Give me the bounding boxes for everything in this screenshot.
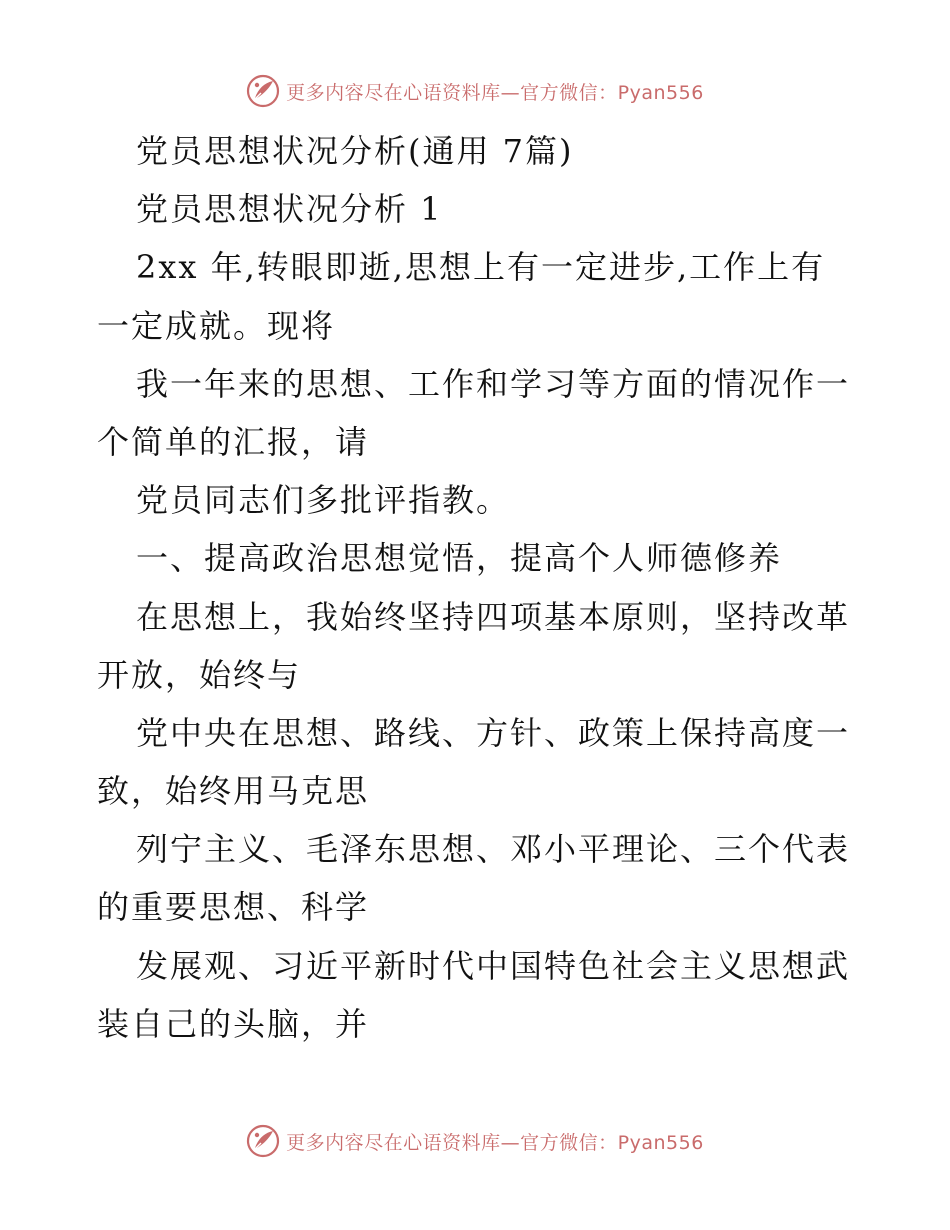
paragraph-line: 党中央在思想、路线、方针、政策上保持高度一 [136, 713, 851, 752]
paragraph-line: 一定成就。现将 [97, 306, 336, 345]
paragraph-line: 致，始终用马克思 [97, 772, 370, 811]
paragraph-line: 列宁主义、毛泽东思想、邓小平理论、三个代表 [136, 830, 851, 869]
feather-pen-logo-icon [246, 74, 280, 108]
paragraph-line: 发展观、习近平新时代中国特色社会主义思想武 [136, 946, 851, 985]
paragraph-line: 的重要思想、科学 [97, 888, 370, 927]
section-heading: 党员思想状况分析 1 [136, 190, 443, 229]
paragraph-line: 开放，始终与 [97, 655, 302, 694]
header-banner-text: 更多内容尽在心语资料库—官方微信：Pyan556 [286, 81, 704, 104]
paragraph-line: 个简单的汇报，请 [97, 422, 370, 461]
feather-pen-logo-icon [246, 1124, 280, 1158]
paragraph-line: 我一年来的思想、工作和学习等方面的情况作一 [136, 364, 851, 403]
document-body [97, 122, 857, 1053]
paragraph-line: 党员同志们多批评指教。 [136, 481, 511, 520]
footer-banner [0, 1121, 950, 1161]
subheading-line: 一、提高政治思想觉悟，提高个人师德修养 [136, 539, 783, 578]
paragraph-line: 2xx 年,转眼即逝,思想上有一定进步,工作上有 [136, 248, 826, 287]
footer-banner-text: 更多内容尽在心语资料库—官方微信：Pyan556 [286, 1131, 704, 1154]
paragraph-line: 装自己的头脑，并 [97, 1004, 370, 1043]
document-title: 党员思想状况分析(通用 7篇) [136, 132, 574, 170]
paragraph-line: 在思想上，我始终坚持四项基本原则，坚持改革 [136, 597, 851, 636]
header-banner [0, 71, 950, 111]
